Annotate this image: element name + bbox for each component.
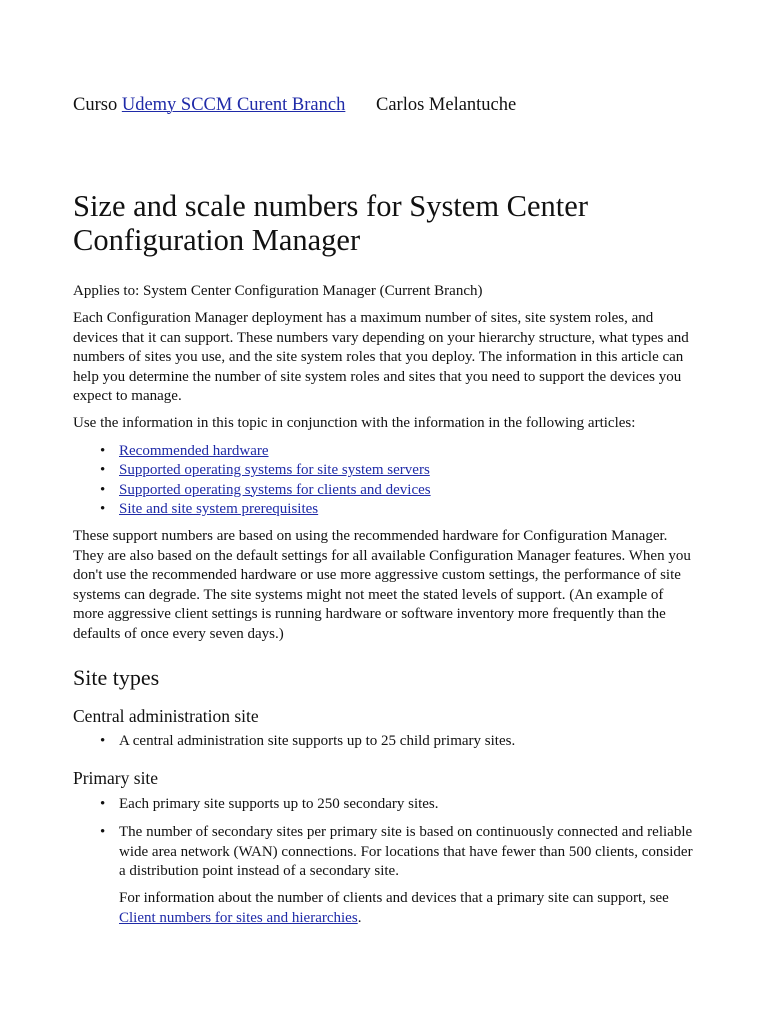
primary-site-list	[73, 795, 695, 814]
cas-heading: Central administration site	[73, 706, 259, 726]
clients-note-text: For information about the number of clients and devices that a primary site can support, see	[119, 890, 669, 906]
link-supported-os-clients[interactable]: Supported operating systems for clients and devices	[119, 481, 431, 498]
cas-list	[73, 732, 695, 751]
primary-site-heading: Primary site	[73, 768, 159, 788]
course-link[interactable]: Udemy SCCM Curent Branch	[121, 95, 346, 115]
list-item	[73, 481, 695, 500]
link-supported-os-servers[interactable]: Supported operating systems for site system servers	[119, 462, 430, 479]
page-title: Size and scale numbers for System Center Configuration Manager	[73, 189, 588, 257]
site-types-heading: Site types	[73, 665, 160, 690]
clients-note-end: .	[357, 909, 362, 926]
related-articles-list	[73, 442, 695, 519]
list-item: • Each primary site supports up to 250 secondary sites.	[73, 795, 695, 814]
clients-note	[119, 889, 695, 928]
link-site-prerequisites[interactable]: Site and site system prerequisites	[119, 500, 319, 517]
list-item	[73, 500, 695, 519]
client-numbers-link[interactable]: Client numbers for sites and hierarchies	[119, 909, 358, 926]
intro-paragraph: Each Configuration Manager deployment has a maximum number of sites, site system roles, and devices that it can support. These numbers vary depending on your hierarchy structure, what types and numbers of sites you use, and the site system roles that you deploy. The information in this article can help you determine the number of site system roles and sites that you need to support the devices you expect to manage.	[73, 310, 689, 404]
use-info-paragraph: Use the information in this topic in conjunction with the information in the following articles:	[73, 415, 636, 431]
primary-site-list-2	[73, 823, 695, 882]
header-author: Carlos Melantuche	[375, 95, 517, 115]
course-header	[73, 93, 516, 117]
list-item: • The number of secondary sites per primary site is based on continuously connected and reliable wide area network (WAN) connections. For locations that have fewer than 500 clients, consider a distribution point instead of a secondary site.	[73, 823, 695, 882]
header-prefix: Curso	[73, 95, 118, 115]
link-recommended-hardware[interactable]: Recommended hardware	[119, 443, 269, 459]
applies-to: Applies to: System Center Configuration Manager (Current Branch)	[73, 283, 483, 299]
list-item	[73, 461, 695, 480]
list-item: • A central administration site supports up to 25 child primary sites.	[73, 732, 695, 751]
support-note-paragraph: These support numbers are based on using the recommended hardware for Configuration Manager. They are also based on the default settings for all available Configuration Manager features. When you don't use the recommended hardware or use more aggressive custom settings, the performance of site systems can degrade. The site systems might not meet the stated levels of support. (An example of more aggressive client settings is running hardware or software inventory more frequently than the defaults of once every seven days.)	[73, 528, 691, 642]
list-item	[73, 442, 695, 461]
